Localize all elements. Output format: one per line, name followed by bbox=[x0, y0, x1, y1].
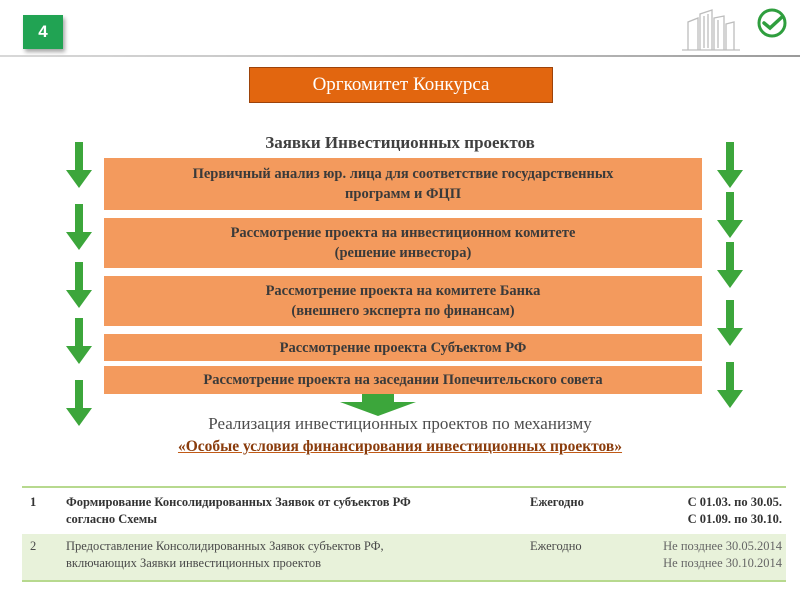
green-down-arrow-icon bbox=[717, 362, 743, 408]
slide-number-badge: 4 bbox=[23, 15, 63, 49]
table-row bbox=[22, 534, 786, 580]
green-down-arrow-icon bbox=[717, 300, 743, 346]
green-down-arrow-icon bbox=[66, 142, 92, 188]
step-line: Рассмотрение проекта на комитете Банка bbox=[265, 283, 541, 299]
row-date-line: Не позднее 30.05.2014 bbox=[663, 539, 782, 553]
green-down-arrow-icon bbox=[717, 242, 743, 288]
green-down-arrow-icon bbox=[717, 192, 743, 238]
step-primary-analysis bbox=[104, 158, 702, 210]
green-down-arrow-icon bbox=[66, 262, 92, 308]
step-investment-committee bbox=[104, 218, 702, 268]
step-line: Рассмотрение проекта на заседании Попечительского совета bbox=[203, 372, 603, 388]
row-date-line: С 01.03. по 30.05. bbox=[687, 495, 782, 509]
row-description-line: согласно Схемы bbox=[66, 512, 158, 526]
step-line: программ и ФЦП bbox=[345, 186, 461, 202]
section-title: Заявки Инвестиционных проектов bbox=[265, 133, 535, 152]
realization-text: Реализация инвестиционных проектов по механизму bbox=[208, 414, 592, 433]
green-down-arrow-icon bbox=[66, 204, 92, 250]
table-top-rule bbox=[22, 486, 786, 488]
row-description-line: включающих Заявки инвестиционных проектов bbox=[66, 556, 322, 570]
special-conditions-link bbox=[0, 438, 800, 456]
header-divider bbox=[0, 55, 800, 57]
row-frequency: Ежегодно bbox=[530, 495, 584, 509]
row-dates bbox=[642, 538, 782, 572]
step-board-of-trustees bbox=[104, 366, 702, 394]
step-line: Первичный анализ юр. лица для соответствие государственных bbox=[192, 166, 614, 182]
row-date-line: Не позднее 30.10.2014 bbox=[663, 556, 782, 570]
step-line: Рассмотрение проекта на инвестиционном комитете bbox=[230, 225, 576, 241]
row-description-line: Формирование Консолидированных Заявок от субъектов РФ bbox=[66, 495, 411, 509]
green-down-arrow-icon bbox=[717, 142, 743, 188]
center-down-arrow-icon bbox=[340, 394, 416, 416]
step-line: (решение инвестора) bbox=[334, 245, 472, 261]
special-conditions-text: «Особые условия финансирования инвестиционных проектов» bbox=[177, 438, 623, 455]
step-line: Рассмотрение проекта Субъектом РФ bbox=[279, 339, 527, 356]
step-subject-review bbox=[104, 334, 702, 361]
table-bottom-rule bbox=[22, 580, 786, 582]
building-sketch-icon bbox=[668, 8, 748, 52]
step-bank-committee bbox=[104, 276, 702, 326]
bank-logo-icon bbox=[757, 8, 787, 38]
row-number: 1 bbox=[30, 495, 37, 509]
row-dates bbox=[642, 494, 782, 528]
row-date-line: С 01.09. по 30.10. bbox=[687, 512, 782, 526]
row-number: 2 bbox=[30, 539, 37, 553]
step-line: (внешнего эксперта по финансам) bbox=[291, 303, 515, 319]
row-description bbox=[66, 494, 496, 528]
green-down-arrow-icon bbox=[66, 318, 92, 364]
table-row bbox=[22, 490, 786, 532]
orgcommittee-box: Оргкомитет Конкурса bbox=[249, 67, 553, 103]
row-frequency: Ежегодно bbox=[530, 539, 582, 553]
row-description-line: Предоставление Консолидированных Заявок субъектов РФ, bbox=[66, 539, 384, 553]
row-description bbox=[66, 538, 496, 572]
